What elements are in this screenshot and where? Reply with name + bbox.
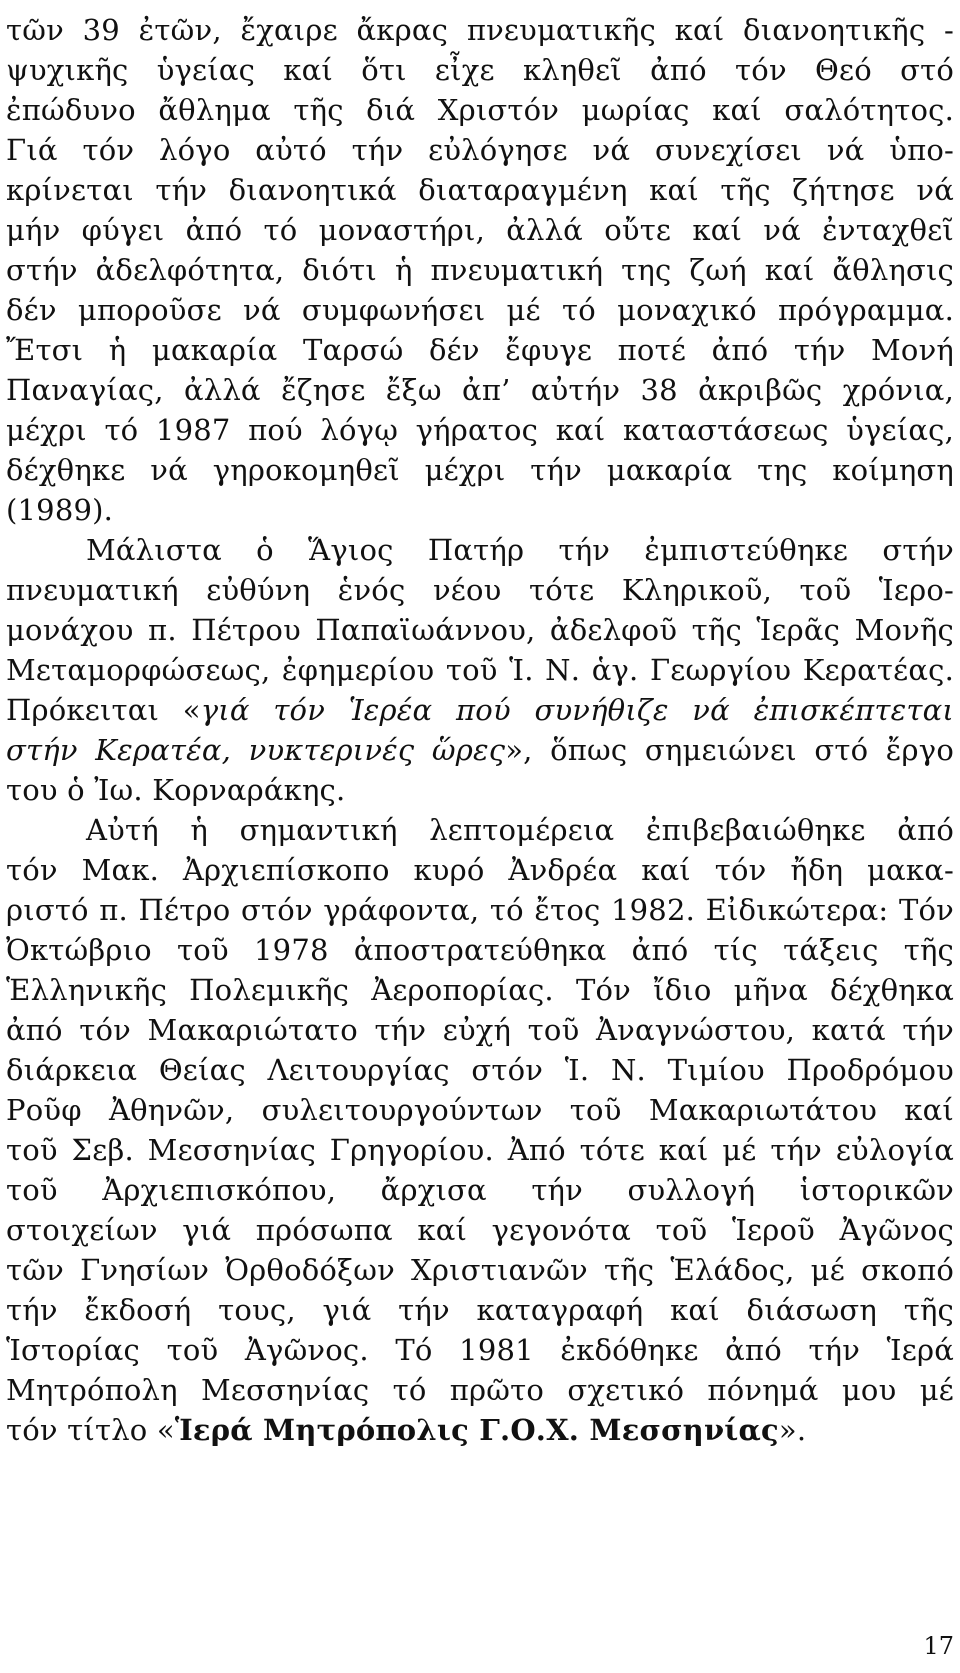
text-line-5: κρίνεται τήν διανοητικά διαταραγμένη καί τῆς ζήτησε νά	[6, 173, 954, 207]
text-line-22: τόν Μακ. Ἀρχιεπίσκοπο κυρό Ἀνδρέα καί τόν ἤδη μακα-	[6, 853, 954, 887]
text-line-9: Ἔτσι ἡ μακαρία Ταρσώ δέν ἔφυγε ποτέ ἀπό τήν Μονή	[6, 333, 954, 367]
text-line-36-start: τόν τίτλο «	[6, 1413, 175, 1447]
text-line-16: μονάχου π. Πέτρου Παπαϊωάννου, ἀδελφοῦ τῆς Ἱερᾶς Μονῆς	[6, 613, 954, 647]
text-line-30: τοῦ Ἀρχιεπισκόπου, ἄρχισα τήν συλλογή ἱστορικῶν	[6, 1173, 954, 1207]
text-line-36-end: ».	[778, 1413, 807, 1447]
page-number: 17	[923, 1632, 954, 1660]
text-line-2: ψυχικῆς ὑγείας καί ὅτι εἶχε κληθεῖ ἀπό τόν Θεό στό	[6, 53, 954, 87]
text-line-17: Μεταμορφώσεως, ἐφημερίου τοῦ Ἱ. Ν. ἁγ. Γεωργίου Κερατέας.	[6, 653, 954, 687]
text-line-12: δέχθηκε νά γηροκομηθεῖ μέχρι τήν μακαρία της κοίμηση	[6, 453, 954, 487]
text-line-33: τήν ἔκδοσή τους, γιά τήν καταγραφή καί διάσωση τῆς	[6, 1293, 954, 1327]
text-line-28: Ροῦφ Ἀθηνῶν, συλειτουργούντων τοῦ Μακαριωτάτου καί	[6, 1093, 954, 1127]
text-line-13: (1989).	[6, 493, 114, 527]
text-line-20: του ὁ Ἰω. Κορναράκης.	[6, 773, 346, 807]
text-line-34: Ἱστορίας τοῦ Ἀγῶνος. Τό 1981 ἐκδόθηκε ἀπό τήν Ἱερά	[6, 1333, 954, 1367]
text-line-14: Μάλιστα ὁ Ἅγιος Πατήρ τήν ἐμπιστεύθηκε στήν	[86, 533, 954, 567]
text-line-21: Αὐτή ἡ σημαντική λεπτομέρεια ἐπιβεβαιώθηκε ἀπό	[86, 813, 954, 847]
text-line-18	[6, 690, 954, 730]
text-line-24: Ὀκτώβριο τοῦ 1978 ἀποστρατεύθηκα ἀπό τίς τάξεις τῆς	[6, 933, 954, 967]
quote-italic-2: στήν Κερατέα, νυκτερινές ὥρες	[6, 733, 506, 767]
text-line-36	[6, 1410, 954, 1450]
book-title: Ἱερά Μητρόπολις Γ.Ο.Χ. Μεσσηνίας	[174, 1413, 779, 1447]
text-line-3: ἐπώδυνο ἄθλημα τῆς διά Χριστόν μωρίας καί σαλότητος.	[6, 93, 954, 127]
text-line-8: δέν μποροῦσε νά συμφωνήσει μέ τό μοναχικό πρόγραμμα.	[6, 293, 954, 327]
text-line-18-start: Πρόκειται «	[6, 693, 201, 727]
text-line-7: στήν ἀδελφότητα, διότι ἡ πνευματική της ζωή καί ἄθλησις	[6, 253, 954, 287]
text-line-11: μέχρι τό 1987 πού λόγῳ γήρατος καί καταστάσεως ὑγείας,	[6, 413, 954, 447]
text-line-32: τῶν Γνησίων Ὀρθοδόξων Χριστιανῶν τῆς Ἑλάδος, μέ σκοπό	[6, 1253, 954, 1287]
text-line-19-end: », ὅπως σημειώνει στό ἔργο	[505, 733, 954, 767]
text-line-4: Γιά τόν λόγο αὐτό τήν εὐλόγησε νά συνεχίσει νά ὑπο-	[6, 133, 954, 167]
text-line-6: μήν φύγει ἀπό τό μοναστήρι, ἀλλά οὔτε καί νά ἐνταχθεῖ	[6, 213, 954, 247]
text-line-26: ἀπό τόν Μακαριώτατο τήν εὐχή τοῦ Ἀναγνώστου, κατά τήν	[6, 1013, 954, 1047]
text-line-27: διάρκεια Θείας Λειτουργίας στόν Ἱ. Ν. Τιμίου Προδρόμου	[6, 1053, 954, 1087]
text-line-23: ριστό π. Πέτρο στόν γράφοντα, τό ἔτος 1982. Εἰδικώτερα: Τόν	[6, 893, 954, 927]
text-line-31: στοιχείων γιά πρόσωπα καί γεγονότα τοῦ Ἱεροῦ Ἀγῶνος	[6, 1213, 954, 1247]
text-line-1: τῶν 39 ἐτῶν, ἔχαιρε ἄκρας πνευματικῆς καί διανοητικῆς -	[6, 13, 954, 47]
text-line-25: Ἑλληνικῆς Πολεμικῆς Ἀεροπορίας. Τόν ἴδιο μῆνα δέχθηκα	[6, 973, 954, 1007]
text-line-35: Μητρόπολη Μεσσηνίας τό πρῶτο σχετικό πόνημά μου μέ	[6, 1373, 954, 1407]
text-line-15: πνευματική εὐθύνη ἑνός νέου τότε Κληρικοῦ, τοῦ Ἱερο-	[6, 573, 954, 607]
quote-italic-1: γιά τόν Ἱερέα πού συνήθιζε νά ἐπισκέπτεται	[200, 693, 954, 727]
text-line-10: Παναγίας, ἀλλά ἔζησε ἔξω ἀπ’ αὐτήν 38 ἀκριβῶς χρόνια,	[6, 373, 954, 407]
text-line-19	[6, 730, 954, 770]
text-line-29: τοῦ Σεβ. Μεσσηνίας Γρηγορίου. Ἀπό τότε καί μέ τήν εὐλογία	[6, 1133, 954, 1167]
